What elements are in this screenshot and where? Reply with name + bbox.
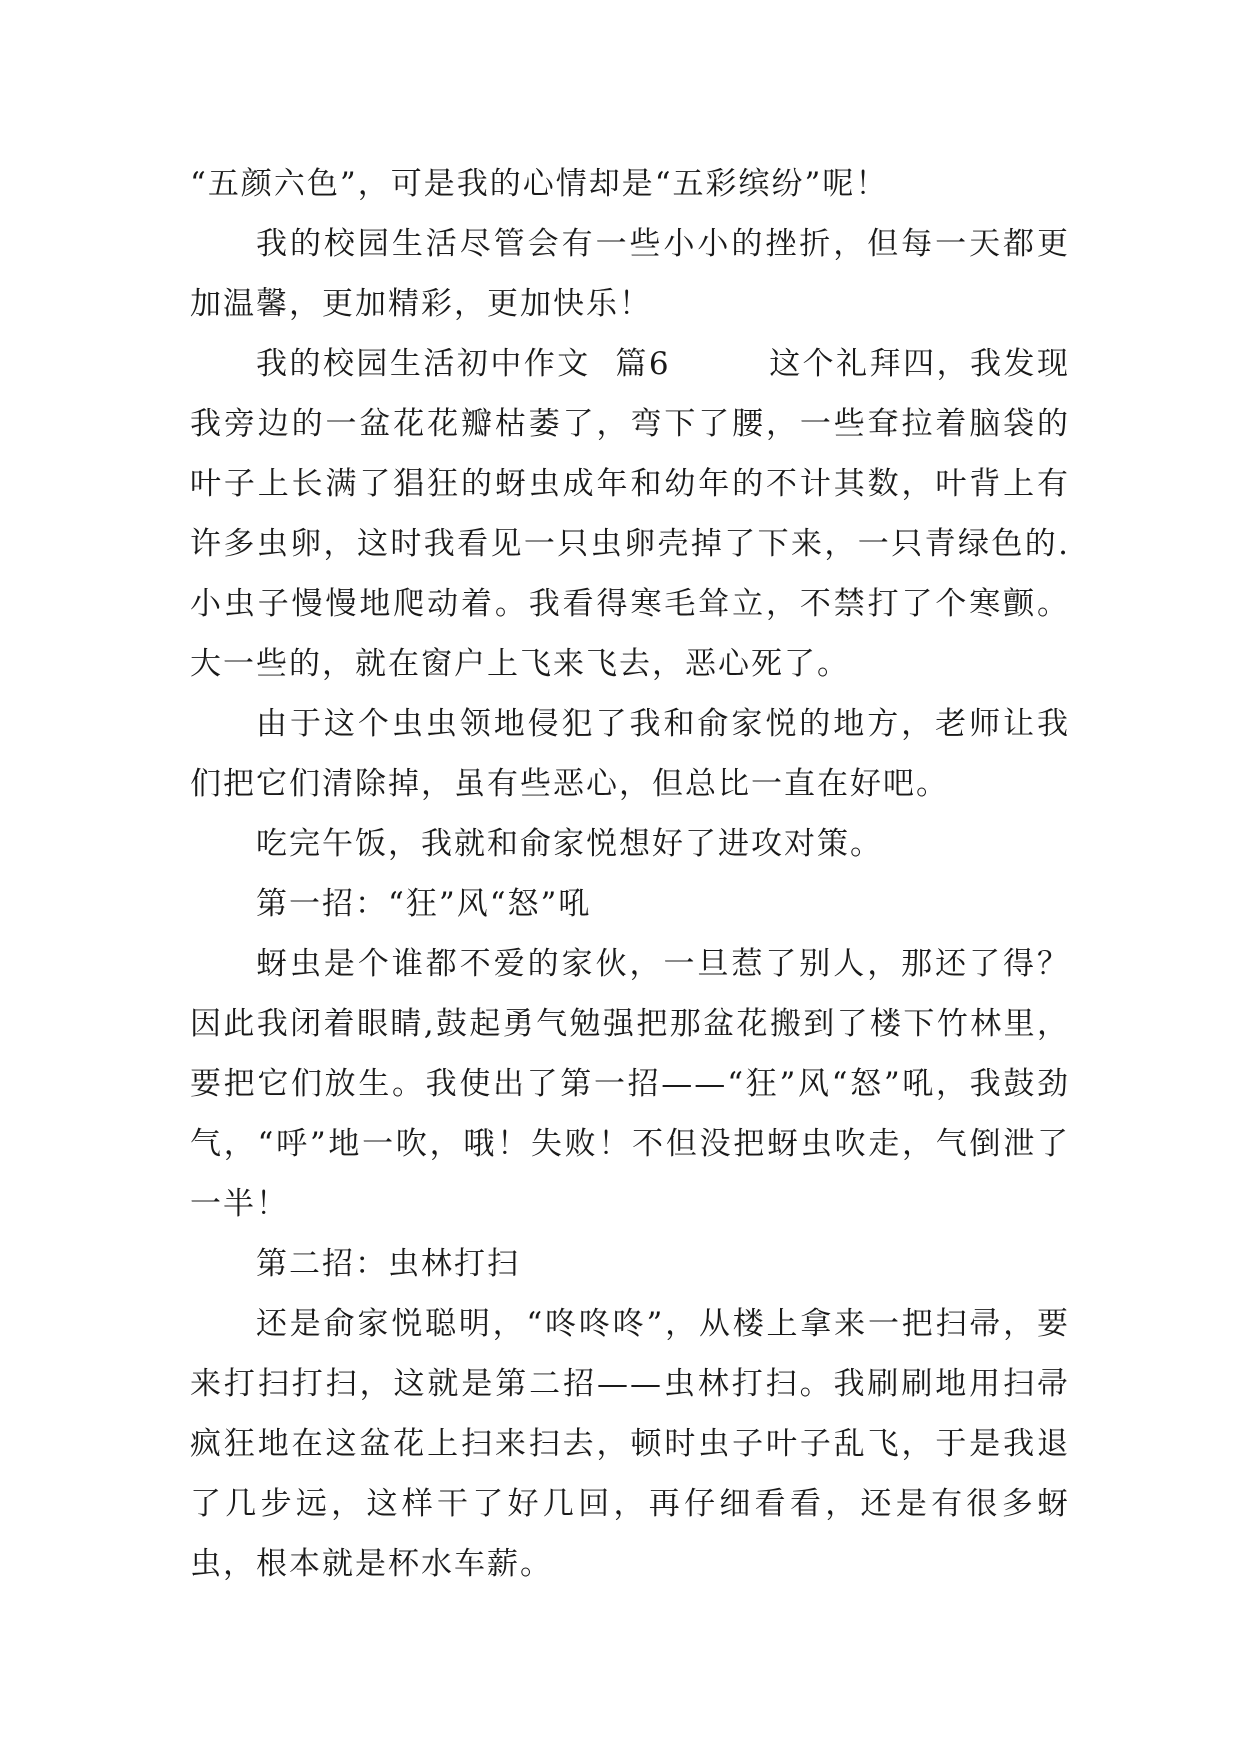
paragraph-5: 吃完午饭，我就和俞家悦想好了进攻对策。 <box>256 826 883 862</box>
document-body <box>190 154 1070 1594</box>
paragraph-7: 还是俞家悦聪明，“咚咚咚”，从楼上拿来一把扫帚，要来打扫打扫，这就是第二招——虫林打扫。我刷刷地用扫帚疯狂地在这盆花上扫来扫去，顿时虫子叶子乱飞，于是我退了几步远，这样干了好几回，再仔细看看，还是有很多蚜虫，根本就是杯水车薪。 <box>190 1306 1070 1582</box>
section-heading-1: 第一招：“狂”风“怒”吼 <box>256 886 592 922</box>
paragraph-1: “五颜六色”，可是我的心情却是“五彩缤纷”呢！ <box>190 166 889 202</box>
paragraph-6: 蚜虫是个谁都不爱的家伙，一旦惹了别人，那还了得？因此我闭着眼睛,鼓起勇气勉强把那盆花搬到了楼下竹林里，要把它们放生。我使出了第一招——“狂”风“怒”吼，我鼓劲气，“呼”地一吹，哦！失败！不但没把蚜虫吹走，气倒泄了一半！ <box>190 946 1070 1222</box>
section-heading-2: 第二招：虫林打扫 <box>256 1246 520 1282</box>
paragraph-2: 我的校园生活尽管会有一些小小的挫折，但每一天都更加温馨，更加精彩，更加快乐！ <box>190 226 1070 322</box>
paragraph-3: 我的校园生活初中作文 篇6 这个礼拜四，我发现我旁边的一盆花花瓣枯萎了，弯下了腰，一些耷拉着脑袋的叶子上长满了猖狂的蚜虫成年和幼年的不计其数，叶背上有许多虫卵，这时我看见一只虫卵壳掉了下来，一只青绿色的.小虫子慢慢地爬动着。我看得寒毛耸立，不禁打了个寒颤。大一些的，就在窗户上飞来飞去，恶心死了。 <box>190 346 1070 682</box>
paragraph-4: 由于这个虫虫领地侵犯了我和俞家悦的地方，老师让我们把它们清除掉，虽有些恶心，但总比一直在好吧。 <box>190 706 1070 802</box>
